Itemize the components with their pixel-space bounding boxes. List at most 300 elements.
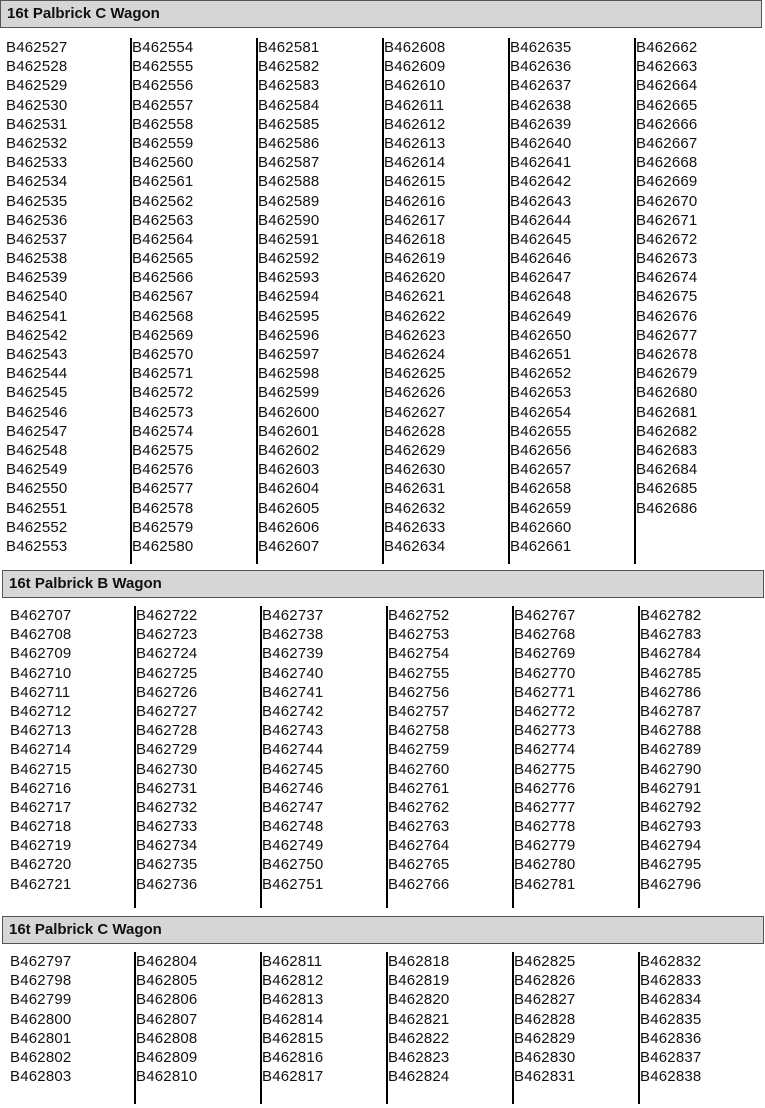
wagon-number: B462605 [258, 499, 320, 517]
wagon-number: B462753 [388, 626, 450, 644]
wagon-number: B462778 [514, 818, 576, 836]
wagon-number: B462626 [384, 384, 446, 402]
wagon-number: B462627 [384, 403, 446, 421]
wagon-number: B462817 [262, 1068, 324, 1086]
wagon-number: B462755 [388, 664, 450, 682]
wagon-number: B462742 [262, 702, 324, 720]
wagon-number: B462789 [640, 741, 702, 759]
wagon-number: B462806 [136, 991, 198, 1009]
wagon-number: B462632 [384, 499, 446, 517]
wagon-number: B462717 [10, 798, 72, 816]
wagon-number: B462734 [136, 837, 198, 855]
wagon-number: B462774 [514, 741, 576, 759]
wagon-number: B462786 [640, 683, 702, 701]
wagon-number: B462761 [388, 779, 450, 797]
wagon-number: B462608 [384, 39, 446, 56]
number-column [384, 38, 510, 564]
wagon-number: B462606 [258, 518, 320, 536]
wagon-number: B462814 [262, 1010, 324, 1028]
wagon-number: B462590 [258, 211, 320, 229]
wagon-number: B462585 [258, 115, 320, 133]
wagon-number: B462781 [514, 875, 576, 893]
wagon-number: B462802 [10, 1048, 72, 1066]
wagon-number: B462719 [10, 837, 72, 855]
number-column [640, 606, 765, 908]
wagon-number: B462771 [514, 683, 576, 701]
wagon-number: B462547 [6, 422, 68, 440]
wagon-number: B462799 [10, 991, 72, 1009]
wagon-number: B462612 [384, 115, 446, 133]
wagon-number: B462532 [6, 134, 68, 152]
wagon-number: B462583 [258, 77, 320, 95]
wagon-number: B462651 [510, 346, 572, 363]
wagon-number: B462801 [10, 1029, 72, 1047]
wagon-number: B462535 [6, 192, 68, 210]
wagon-number: B462545 [6, 384, 68, 402]
wagon-number: B462763 [388, 818, 450, 836]
wagon-number: B462751 [262, 875, 324, 893]
wagon-number: B462650 [510, 326, 572, 344]
wagon-number: B462768 [514, 626, 576, 644]
wagon-number: B462622 [384, 307, 446, 325]
wagon-number: B462649 [510, 307, 572, 325]
wagon-number: B462757 [388, 702, 450, 720]
wagon-number: B462790 [640, 760, 702, 778]
wagon-number: B462823 [388, 1048, 450, 1066]
wagon-number: B462746 [262, 779, 324, 797]
wagon-number: B462537 [6, 230, 68, 248]
wagon-number: B462669 [636, 173, 698, 191]
section-title: 16t Palbrick C Wagon [2, 916, 764, 944]
wagon-number: B462727 [136, 702, 198, 720]
wagon-number: B462631 [384, 480, 446, 498]
wagon-number: B462767 [514, 607, 576, 624]
wagon-number: B462618 [384, 230, 446, 248]
wagon-number: B462529 [6, 77, 68, 95]
wagon-number: B462670 [636, 192, 698, 210]
wagon-number: B462543 [6, 346, 68, 363]
wagon-number: B462795 [640, 856, 702, 874]
wagon-number: B462821 [388, 1010, 450, 1028]
wagon-number: B462780 [514, 856, 576, 874]
wagon-number: B462569 [132, 326, 194, 344]
wagon-number: B462629 [384, 441, 446, 459]
section-title: 16t Palbrick C Wagon [0, 0, 762, 28]
wagon-number: B462624 [384, 346, 446, 363]
wagon-number: B462660 [510, 518, 572, 536]
wagon-number: B462562 [132, 192, 194, 210]
wagon-number: B462764 [388, 837, 450, 855]
wagon-number: B462739 [262, 645, 324, 663]
wagon-number: B462534 [6, 173, 68, 191]
wagon-number: B462725 [136, 664, 198, 682]
wagon-number: B462665 [636, 96, 698, 114]
wagon-number: B462714 [10, 741, 72, 759]
wagon-number: B462647 [510, 269, 572, 287]
wagon-number: B462656 [510, 441, 572, 459]
wagon-number: B462673 [636, 250, 698, 268]
wagon-number: B462834 [640, 991, 702, 1009]
wagon-number: B462639 [510, 115, 572, 133]
wagon-number: B462728 [136, 722, 198, 740]
wagon-number: B462628 [384, 422, 446, 440]
number-columns [2, 952, 764, 1104]
wagon-number: B462820 [388, 991, 450, 1009]
wagon-number: B462785 [640, 664, 702, 682]
wagon-number: B462600 [258, 403, 320, 421]
wagon-number: B462825 [514, 953, 576, 970]
wagon-number: B462595 [258, 307, 320, 325]
wagon-number: B462747 [262, 798, 324, 816]
wagon-number: B462539 [6, 269, 68, 287]
wagon-number: B462559 [132, 134, 194, 152]
wagon-number: B462815 [262, 1029, 324, 1047]
wagon-number: B462551 [6, 499, 68, 517]
number-column [10, 952, 136, 1104]
wagon-number: B462741 [262, 683, 324, 701]
wagon-number: B462829 [514, 1029, 576, 1047]
wagon-number: B462750 [262, 856, 324, 874]
wagon-number: B462538 [6, 250, 68, 268]
wagon-number: B462797 [10, 953, 72, 970]
wagon-number: B462773 [514, 722, 576, 740]
wagon-number: B462542 [6, 326, 68, 344]
wagon-number: B462811 [262, 953, 323, 970]
wagon-number: B462564 [132, 230, 194, 248]
wagon-number: B462770 [514, 664, 576, 682]
wagon-number: B462674 [636, 269, 698, 287]
wagon-number: B462818 [388, 953, 450, 970]
wagon-number: B462756 [388, 683, 450, 701]
wagon-number: B462586 [258, 134, 320, 152]
wagon-number: B462561 [132, 173, 194, 191]
number-column [514, 952, 640, 1104]
wagon-number: B462791 [640, 779, 702, 797]
wagon-number: B462652 [510, 365, 572, 383]
wagon-number: B462683 [636, 441, 698, 459]
wagon-number: B462805 [136, 972, 198, 990]
wagon-number: B462745 [262, 760, 324, 778]
wagon-number: B462642 [510, 173, 572, 191]
wagon-number: B462828 [514, 1010, 576, 1028]
wagon-number: B462822 [388, 1029, 450, 1047]
wagon-number: B462685 [636, 480, 698, 498]
wagon-number: B462726 [136, 683, 198, 701]
wagon-number: B462835 [640, 1010, 702, 1028]
wagon-number: B462682 [636, 422, 698, 440]
wagon-number: B462634 [384, 537, 446, 555]
wagon-number: B462816 [262, 1048, 324, 1066]
wagon-number: B462838 [640, 1068, 702, 1086]
number-column [636, 38, 762, 564]
wagon-number: B462672 [636, 230, 698, 248]
wagon-number: B462810 [136, 1068, 198, 1086]
wagon-number: B462720 [10, 856, 72, 874]
wagon-number: B462609 [384, 58, 446, 76]
wagon-number: B462599 [258, 384, 320, 402]
wagon-number: B462659 [510, 499, 572, 517]
section-title: 16t Palbrick B Wagon [2, 570, 764, 598]
wagon-number: B462607 [258, 537, 320, 555]
wagon-number: B462603 [258, 461, 320, 479]
wagon-number: B462754 [388, 645, 450, 663]
wagon-number: B462582 [258, 58, 320, 76]
wagon-number: B462769 [514, 645, 576, 663]
section-palbrick-c-2 [2, 916, 764, 1106]
wagon-number: B462837 [640, 1048, 702, 1066]
wagon-number: B462643 [510, 192, 572, 210]
wagon-number: B462560 [132, 154, 194, 172]
wagon-number: B462536 [6, 211, 68, 229]
wagon-number: B462807 [136, 1010, 198, 1028]
wagon-number: B462668 [636, 154, 698, 172]
wagon-number: B462644 [510, 211, 572, 229]
wagon-number: B462830 [514, 1048, 576, 1066]
wagon-number: B462555 [132, 58, 194, 76]
number-column [136, 606, 262, 908]
wagon-number: B462640 [510, 134, 572, 152]
wagon-number: B462744 [262, 741, 324, 759]
wagon-number: B462724 [136, 645, 198, 663]
wagon-number: B462553 [6, 537, 68, 555]
wagon-number: B462630 [384, 461, 446, 479]
wagon-number: B462715 [10, 760, 72, 778]
wagon-number: B462589 [258, 192, 320, 210]
wagon-number: B462638 [510, 96, 572, 114]
wagon-number: B462760 [388, 760, 450, 778]
wagon-number: B462661 [510, 537, 572, 555]
wagon-number: B462684 [636, 461, 698, 479]
wagon-number: B462709 [10, 645, 72, 663]
number-column [132, 38, 258, 564]
wagon-number: B462575 [132, 441, 194, 459]
wagon-number: B462713 [10, 722, 72, 740]
wagon-number: B462658 [510, 480, 572, 498]
number-column [388, 606, 514, 908]
wagon-number: B462784 [640, 645, 702, 663]
wagon-number: B462680 [636, 384, 698, 402]
wagon-number: B462710 [10, 664, 72, 682]
wagon-number: B462722 [136, 607, 198, 624]
wagon-number: B462735 [136, 856, 198, 874]
wagon-number: B462540 [6, 288, 68, 306]
wagon-number: B462641 [510, 154, 572, 172]
wagon-number: B462636 [510, 58, 572, 76]
wagon-number: B462832 [640, 953, 702, 970]
wagon-number: B462792 [640, 798, 702, 816]
wagon-number: B462593 [258, 269, 320, 287]
wagon-number: B462654 [510, 403, 572, 421]
wagon-number: B462616 [384, 192, 446, 210]
wagon-number: B462578 [132, 499, 194, 517]
number-column [514, 606, 640, 908]
wagon-number: B462721 [10, 875, 72, 893]
wagon-number: B462592 [258, 250, 320, 268]
wagon-number: B462740 [262, 664, 324, 682]
wagon-number: B462635 [510, 39, 572, 56]
wagon-number: B462633 [384, 518, 446, 536]
wagon-number: B462718 [10, 818, 72, 836]
wagon-number: B462591 [258, 230, 320, 248]
wagon-number: B462733 [136, 818, 198, 836]
wagon-number: B462573 [132, 403, 194, 421]
wagon-number: B462645 [510, 230, 572, 248]
wagon-number: B462667 [636, 134, 698, 152]
number-column [258, 38, 384, 564]
wagon-number: B462581 [258, 39, 320, 56]
wagon-number: B462738 [262, 626, 324, 644]
wagon-number: B462614 [384, 154, 446, 172]
wagon-number: B462596 [258, 326, 320, 344]
number-column [10, 606, 136, 908]
wagon-number: B462730 [136, 760, 198, 778]
wagon-number: B462776 [514, 779, 576, 797]
wagon-number: B462736 [136, 875, 198, 893]
wagon-number: B462731 [136, 779, 198, 797]
wagon-number: B462787 [640, 702, 702, 720]
wagon-number: B462758 [388, 722, 450, 740]
wagon-number: B462623 [384, 326, 446, 344]
wagon-number: B462777 [514, 798, 576, 816]
wagon-number: B462677 [636, 326, 698, 344]
wagon-number: B462675 [636, 288, 698, 306]
wagon-number: B462556 [132, 77, 194, 95]
wagon-number: B462567 [132, 288, 194, 306]
wagon-number: B462812 [262, 972, 324, 990]
wagon-number: B462708 [10, 626, 72, 644]
wagon-number: B462826 [514, 972, 576, 990]
wagon-number: B462679 [636, 365, 698, 383]
wagon-number: B462749 [262, 837, 324, 855]
wagon-number: B462584 [258, 96, 320, 114]
wagon-number: B462615 [384, 173, 446, 191]
wagon-number: B462796 [640, 875, 702, 893]
wagon-number: B462604 [258, 480, 320, 498]
wagon-number: B462588 [258, 173, 320, 191]
wagon-number: B462666 [636, 115, 698, 133]
wagon-number: B462621 [384, 288, 446, 306]
wagon-number: B462657 [510, 461, 572, 479]
wagon-number: B462798 [10, 972, 72, 990]
number-column [388, 952, 514, 1104]
number-columns [2, 606, 764, 908]
wagon-number: B462752 [388, 607, 450, 624]
wagon-number: B462549 [6, 461, 68, 479]
number-column [262, 952, 388, 1104]
number-column [6, 38, 132, 564]
wagon-number: B462653 [510, 384, 572, 402]
wagon-number: B462824 [388, 1068, 450, 1086]
wagon-number: B462681 [636, 403, 698, 421]
wagon-number: B462803 [10, 1068, 72, 1086]
wagon-number: B462732 [136, 798, 198, 816]
wagon-number: B462712 [10, 702, 72, 720]
wagon-number: B462663 [636, 58, 698, 76]
wagon-number: B462804 [136, 953, 198, 970]
wagon-number: B462552 [6, 518, 68, 536]
wagon-number: B462533 [6, 154, 68, 172]
wagon-number: B462711 [10, 683, 71, 701]
wagon-number: B462793 [640, 818, 702, 836]
wagon-number: B462836 [640, 1029, 702, 1047]
wagon-number: B462648 [510, 288, 572, 306]
wagon-number: B462557 [132, 96, 194, 114]
wagon-number: B462531 [6, 115, 68, 133]
wagon-number: B462528 [6, 58, 68, 76]
wagon-number: B462827 [514, 991, 576, 1009]
wagon-number: B462759 [388, 741, 450, 759]
wagon-number: B462548 [6, 441, 68, 459]
wagon-number: B462762 [388, 798, 450, 816]
wagon-number: B462775 [514, 760, 576, 778]
wagon-number: B462527 [6, 39, 68, 56]
wagon-number: B462568 [132, 307, 194, 325]
wagon-number: B462737 [262, 607, 324, 624]
number-column [510, 38, 636, 564]
wagon-number: B462831 [514, 1068, 576, 1086]
wagon-number: B462617 [384, 211, 446, 229]
wagon-number: B462558 [132, 115, 194, 133]
wagon-number: B462676 [636, 307, 698, 325]
wagon-number: B462664 [636, 77, 698, 95]
wagon-number: B462765 [388, 856, 450, 874]
wagon-number: B462550 [6, 480, 68, 498]
wagon-number: B462544 [6, 365, 68, 383]
wagon-number: B462743 [262, 722, 324, 740]
wagon-number: B462779 [514, 837, 576, 855]
wagon-number: B462766 [388, 875, 450, 893]
number-column [262, 606, 388, 908]
wagon-number: B462655 [510, 422, 572, 440]
wagon-number: B462782 [640, 607, 702, 624]
wagon-number: B462646 [510, 250, 572, 268]
wagon-number: B462716 [10, 779, 72, 797]
wagon-number: B462546 [6, 403, 68, 421]
wagon-number: B462602 [258, 441, 320, 459]
wagon-number: B462772 [514, 702, 576, 720]
wagon-number: B462813 [262, 991, 324, 1009]
wagon-number: B462808 [136, 1029, 198, 1047]
wagon-number: B462530 [6, 96, 68, 114]
wagon-number: B462723 [136, 626, 198, 644]
wagon-number: B462571 [132, 365, 194, 383]
wagon-number: B462565 [132, 250, 194, 268]
wagon-number: B462819 [388, 972, 450, 990]
wagon-number: B462610 [384, 77, 446, 95]
wagon-number: B462566 [132, 269, 194, 287]
wagon-number: B462833 [640, 972, 702, 990]
wagon-number: B462788 [640, 722, 702, 740]
wagon-number: B462597 [258, 346, 320, 363]
wagon-number: B462576 [132, 461, 194, 479]
wagon-number: B462625 [384, 365, 446, 383]
wagon-number: B462620 [384, 269, 446, 287]
wagon-number: B462611 [384, 96, 445, 114]
wagon-number: B462563 [132, 211, 194, 229]
wagon-number: B462572 [132, 384, 194, 402]
number-column [640, 952, 765, 1104]
wagon-number: B462570 [132, 346, 194, 363]
wagon-number: B462729 [136, 741, 198, 759]
wagon-number: B462637 [510, 77, 572, 95]
wagon-number: B462800 [10, 1010, 72, 1028]
wagon-number: B462598 [258, 365, 320, 383]
wagon-number: B462541 [6, 307, 68, 325]
wagon-number: B462662 [636, 39, 698, 56]
wagon-number: B462783 [640, 626, 702, 644]
wagon-number: B462794 [640, 837, 702, 855]
wagon-number: B462748 [262, 818, 324, 836]
